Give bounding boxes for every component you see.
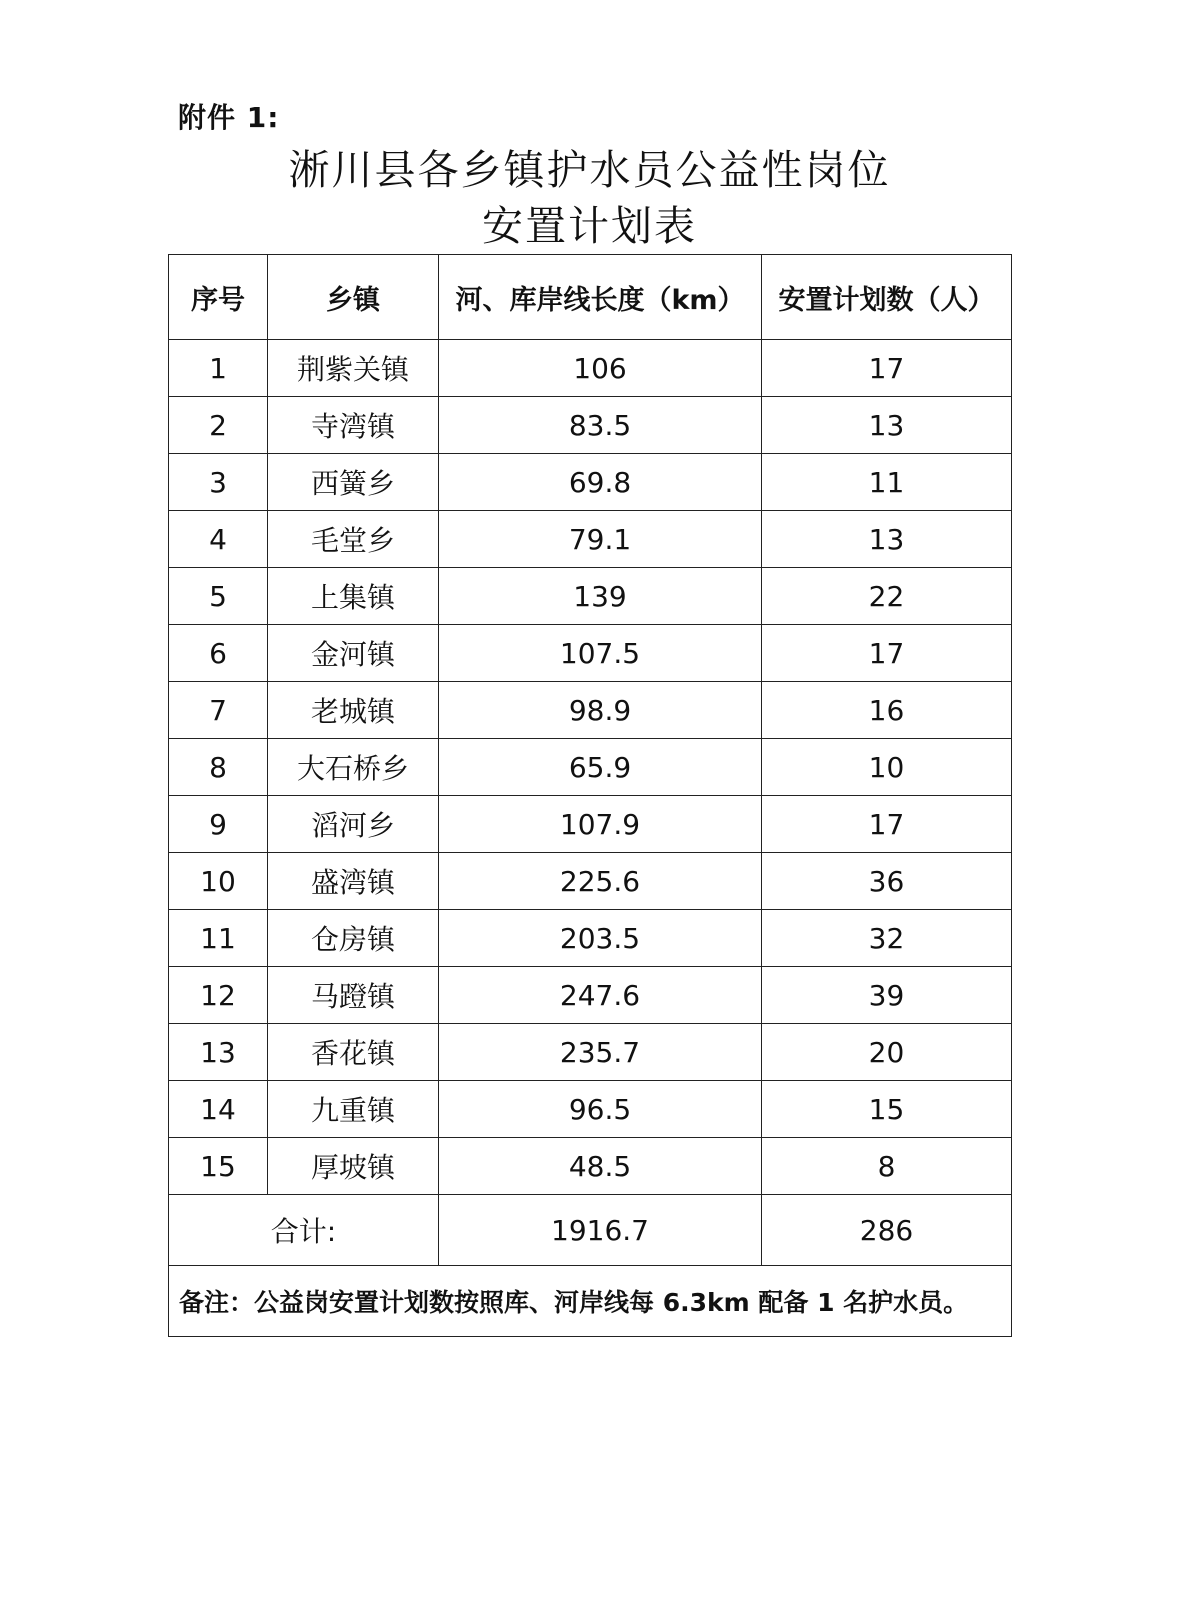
cell-length: 247.6 [439, 967, 762, 1024]
cell-township: 老城镇 [268, 682, 439, 739]
cell-length: 107.5 [439, 625, 762, 682]
table-row [169, 1138, 1012, 1195]
cell-index: 7 [169, 682, 268, 739]
cell-count: 32 [762, 910, 1012, 967]
cell-count: 16 [762, 682, 1012, 739]
cell-count: 8 [762, 1138, 1012, 1195]
cell-length: 225.6 [439, 853, 762, 910]
table-row [169, 454, 1012, 511]
cell-count: 13 [762, 511, 1012, 568]
header-placement-count: 安置计划数（人） [762, 255, 1012, 340]
table-row [169, 1081, 1012, 1138]
table-body [169, 340, 1012, 1337]
table-row [169, 568, 1012, 625]
table-row [169, 796, 1012, 853]
cell-index: 10 [169, 853, 268, 910]
cell-index: 4 [169, 511, 268, 568]
cell-length: 69.8 [439, 454, 762, 511]
table-row [169, 397, 1012, 454]
note-row [169, 1266, 1012, 1337]
cell-length: 203.5 [439, 910, 762, 967]
cell-township: 西簧乡 [268, 454, 439, 511]
cell-index: 3 [169, 454, 268, 511]
cell-township: 厚坡镇 [268, 1138, 439, 1195]
cell-index: 9 [169, 796, 268, 853]
table-note: 备注：公益岗安置计划数按照库、河岸线每 6.3km 配备 1 名护水员。 [169, 1266, 1012, 1337]
cell-index: 2 [169, 397, 268, 454]
table-row [169, 739, 1012, 796]
cell-count: 13 [762, 397, 1012, 454]
cell-index: 14 [169, 1081, 268, 1138]
cell-township: 仓房镇 [268, 910, 439, 967]
cell-length: 106 [439, 340, 762, 397]
total-length: 1916.7 [439, 1195, 762, 1266]
cell-count: 15 [762, 1081, 1012, 1138]
cell-count: 10 [762, 739, 1012, 796]
cell-index: 13 [169, 1024, 268, 1081]
cell-length: 107.9 [439, 796, 762, 853]
cell-index: 6 [169, 625, 268, 682]
cell-count: 20 [762, 1024, 1012, 1081]
cell-length: 98.9 [439, 682, 762, 739]
header-row [169, 255, 1012, 340]
cell-index: 15 [169, 1138, 268, 1195]
cell-index: 8 [169, 739, 268, 796]
cell-township: 大石桥乡 [268, 739, 439, 796]
table-row [169, 853, 1012, 910]
table-row [169, 1024, 1012, 1081]
table-row [169, 340, 1012, 397]
cell-length: 79.1 [439, 511, 762, 568]
cell-township: 上集镇 [268, 568, 439, 625]
table-header [169, 255, 1012, 340]
header-township: 乡镇 [268, 255, 439, 340]
total-count: 286 [762, 1195, 1012, 1266]
cell-township: 盛湾镇 [268, 853, 439, 910]
cell-count: 17 [762, 340, 1012, 397]
cell-count: 17 [762, 796, 1012, 853]
cell-length: 139 [439, 568, 762, 625]
cell-township: 香花镇 [268, 1024, 439, 1081]
table-row [169, 967, 1012, 1024]
header-index: 序号 [169, 255, 268, 340]
placement-plan-table [168, 254, 1012, 1337]
table-row [169, 682, 1012, 739]
cell-count: 36 [762, 853, 1012, 910]
attachment-label: 附件 1: [178, 101, 280, 134]
cell-length: 235.7 [439, 1024, 762, 1081]
cell-township: 寺湾镇 [268, 397, 439, 454]
table-row [169, 511, 1012, 568]
cell-length: 65.9 [439, 739, 762, 796]
cell-length: 48.5 [439, 1138, 762, 1195]
header-shoreline-length: 河、库岸线长度（km） [439, 255, 762, 340]
table-row [169, 625, 1012, 682]
cell-township: 毛堂乡 [268, 511, 439, 568]
cell-index: 5 [169, 568, 268, 625]
document-title-line-2: 安置计划表 [482, 202, 697, 250]
cell-count: 22 [762, 568, 1012, 625]
cell-township: 荆紫关镇 [268, 340, 439, 397]
cell-township: 九重镇 [268, 1081, 439, 1138]
total-row [169, 1195, 1012, 1266]
cell-index: 1 [169, 340, 268, 397]
cell-township: 马蹬镇 [268, 967, 439, 1024]
cell-count: 17 [762, 625, 1012, 682]
cell-index: 12 [169, 967, 268, 1024]
cell-length: 96.5 [439, 1081, 762, 1138]
table-row [169, 910, 1012, 967]
cell-length: 83.5 [439, 397, 762, 454]
document-title-line-1: 淅川县各乡镇护水员公益性岗位 [288, 146, 891, 194]
cell-count: 11 [762, 454, 1012, 511]
total-label: 合计: [169, 1195, 439, 1266]
cell-township: 金河镇 [268, 625, 439, 682]
cell-index: 11 [169, 910, 268, 967]
cell-count: 39 [762, 967, 1012, 1024]
cell-township: 滔河乡 [268, 796, 439, 853]
